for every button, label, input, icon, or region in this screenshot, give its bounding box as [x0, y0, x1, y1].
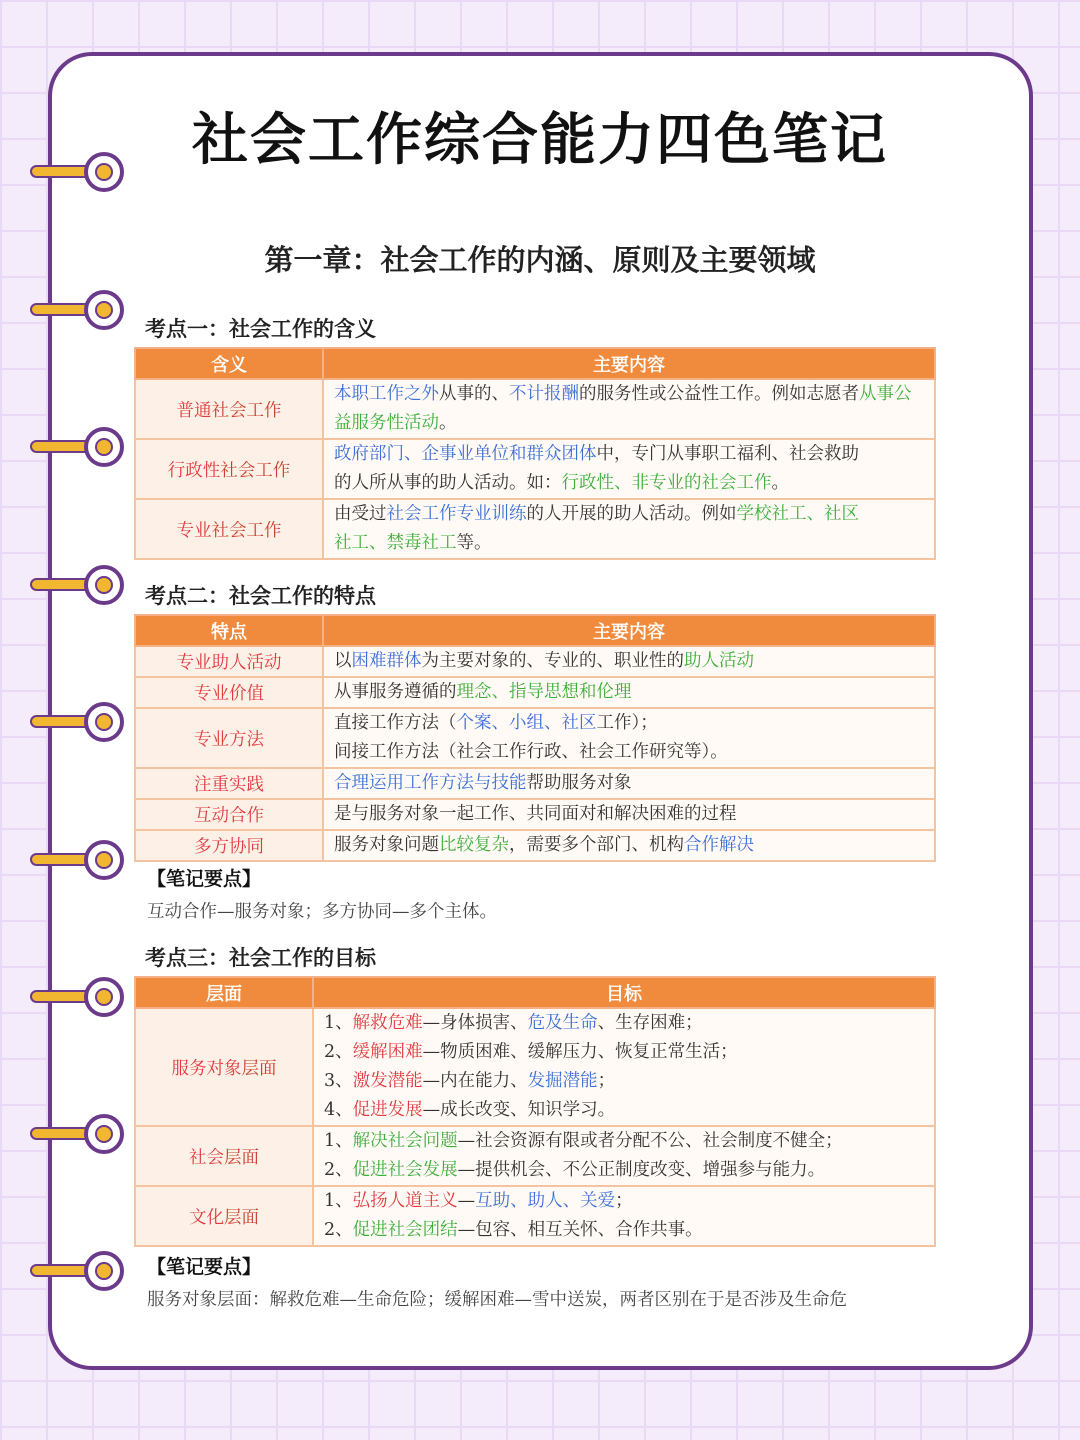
binder-ring [30, 565, 110, 605]
row-label: 多方协同 [135, 830, 323, 861]
row-content: 1、解救危难—身体损害、危及生命、生存困难； 2、缓解困难—物质困难、缓解压力、恢复正常生活； 3、激发潜能—内在能力、发掘潜能； 4、促进发展—成长改变、知识学习。 [313, 1008, 935, 1126]
features-table [134, 614, 936, 862]
note-heading: 【笔记要点】 [147, 868, 262, 890]
binder-ring [30, 1114, 110, 1154]
table-row [135, 768, 935, 799]
row-content: 由受过社会工作专业训练的人开展的助人活动。例如学校社工、社区 社工、禁毒社工等。 [323, 499, 935, 559]
row-content: 政府部门、企事业单位和群众团体中，专门从事职工福利、社会救助 的人所从事的助人活动。如：行政性、非专业的社会工作。 [323, 439, 935, 499]
row-content: 1、弘扬人道主义—互助、助人、关爱； 2、促进社会团结—包容、相互关怀、合作共事。 [313, 1186, 935, 1246]
table-row [135, 830, 935, 861]
binder-ring [30, 290, 110, 330]
table-row [135, 439, 935, 499]
row-label: 专业价值 [135, 677, 323, 708]
note-text: 服务对象层面：解救危难—生命危险；缓解困难—雪中送炭，两者区别在于是否涉及生命危 [147, 1290, 847, 1310]
row-content: 以困难群体为主要对象的、专业的、职业性的助人活动 [323, 646, 935, 677]
row-label: 专业助人活动 [135, 646, 323, 677]
note-heading: 【笔记要点】 [147, 1256, 262, 1278]
table-row [135, 1126, 935, 1186]
table-header-goal: 目标 [313, 977, 935, 1008]
table-row [135, 677, 935, 708]
binder-ring [30, 702, 110, 742]
row-label: 社会层面 [135, 1126, 313, 1186]
table-header-feature: 特点 [135, 615, 323, 646]
row-label: 专业方法 [135, 708, 323, 768]
table-header-content: 主要内容 [323, 348, 935, 379]
row-label: 专业社会工作 [135, 499, 323, 559]
table-row [135, 499, 935, 559]
table-row [135, 646, 935, 677]
row-label: 行政性社会工作 [135, 439, 323, 499]
row-content: 1、解决社会问题—社会资源有限或者分配不公、社会制度不健全； 2、促进社会发展—提供机会、不公正制度改变、增强参与能力。 [313, 1126, 935, 1186]
table-header-level: 层面 [135, 977, 313, 1008]
row-content: 是与服务对象一起工作、共同面对和解决困难的过程 [323, 799, 935, 830]
table-row [135, 1008, 935, 1126]
table-row [135, 799, 935, 830]
chapter-heading: 第一章：社会工作的内涵、原则及主要领域 [264, 243, 816, 277]
meaning-table [134, 347, 936, 560]
row-label: 服务对象层面 [135, 1008, 313, 1126]
binder-ring [30, 1251, 110, 1291]
table-header-meaning: 含义 [135, 348, 323, 379]
row-label: 注重实践 [135, 768, 323, 799]
table-header-content: 主要内容 [323, 615, 935, 646]
goals-table [134, 976, 936, 1247]
row-content: 服务对象问题比较复杂，需要多个部门、机构合作解决 [323, 830, 935, 861]
row-label: 普通社会工作 [135, 379, 323, 439]
section-heading-3: 考点三：社会工作的目标 [145, 946, 376, 970]
table-row [135, 708, 935, 768]
note-text: 互动合作—服务对象；多方协同—多个主体。 [147, 902, 497, 922]
section-heading-2: 考点二：社会工作的特点 [145, 584, 376, 608]
row-label: 互动合作 [135, 799, 323, 830]
row-content: 直接工作方法（个案、小组、社区工作）； 间接工作方法（社会工作行政、社会工作研究等）。 [323, 708, 935, 768]
page-title: 社会工作综合能力四色笔记 [192, 107, 888, 173]
binder-ring [30, 977, 110, 1017]
row-content: 合理运用工作方法与技能帮助服务对象 [323, 768, 935, 799]
table-row [135, 379, 935, 439]
binder-ring [30, 427, 110, 467]
table-row [135, 1186, 935, 1246]
row-content: 本职工作之外从事的、不计报酬的服务性或公益性工作。例如志愿者从事公益服务性活动。 [323, 379, 935, 439]
section-heading-1: 考点一：社会工作的含义 [145, 317, 376, 341]
row-label: 文化层面 [135, 1186, 313, 1246]
binder-ring [30, 840, 110, 880]
row-content: 从事服务遵循的理念、指导思想和伦理 [323, 677, 935, 708]
